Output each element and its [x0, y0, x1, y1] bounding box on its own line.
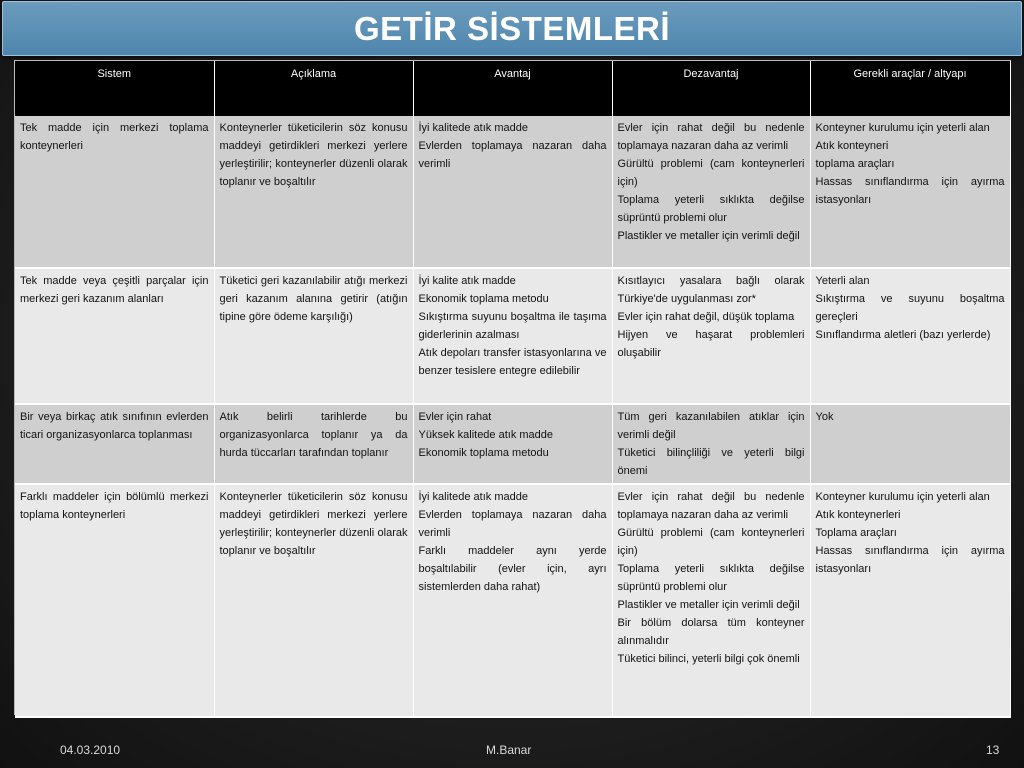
cell-line: İyi kalitede atık madde: [418, 491, 528, 503]
footer-date: 04.03.2010: [60, 743, 121, 757]
cell-line: Tüketici bilinci, yeterli bilgi çok önemli: [617, 653, 800, 665]
cell-dezavantaj: [612, 484, 810, 717]
systems-table-container: [14, 60, 1011, 715]
header-aciklama: Açıklama: [214, 61, 413, 116]
cell-line: Yeterli alan: [815, 275, 870, 287]
cell-gerekli: [810, 404, 1010, 484]
cell-aciklama: [214, 268, 413, 404]
cell-line: Plastikler ve metaller için verimli değil: [617, 599, 800, 611]
cell-avantaj: [413, 268, 612, 404]
cell-line: Gürültü problemi (cam konteynerleri için): [617, 527, 805, 557]
cell-line: Konteynerler tüketicilerin söz konusu maddeyi getirdikleri merkezi yerlere yerleştirilir; konteynerler düzenli olarak toplanır ve boşaltılır: [219, 122, 408, 188]
title-bar: [2, 1, 1022, 56]
cell-line: Evler için rahat değil, düşük toplama: [617, 311, 795, 323]
cell-line: Hassas sınıflandırma için ayırma istasyonları: [815, 545, 1005, 575]
cell-gerekli: [810, 268, 1010, 404]
cell-aciklama: [214, 404, 413, 484]
cell-line: Atık konteynerleri: [815, 509, 901, 521]
cell-line: toplama araçları: [815, 158, 895, 170]
cell-line: Kısıtlayıcı yasalara bağlı olarak Türkiye'de uygulanması zor*: [617, 275, 805, 305]
slide-title: GETİR SİSTEMLERİ: [353, 9, 671, 47]
cell-line: Toplama yeterli sıklıkta değilse süprüntü problemi olur: [617, 563, 805, 593]
cell-line: Ekonomik toplama metodu: [418, 293, 549, 305]
cell-line: Bir veya birkaç atık sınıfının evlerden ticari organizasyonlarca toplanması: [20, 411, 209, 441]
cell-avantaj: [413, 116, 612, 268]
table-row: [15, 268, 1010, 404]
cell-line: Hassas sınıflandırma için ayırma istasyonları: [815, 176, 1005, 206]
cell-sistem: [15, 484, 214, 717]
cell-line: İyi kalitede atık madde: [418, 122, 528, 134]
cell-line: Evler için rahat: [418, 411, 492, 423]
cell-line: Farklı maddeler aynı yerde boşaltılabilir (evler için, ayrı sistemlerden daha rahat): [418, 545, 607, 593]
cell-line: Yüksek kalitede atık madde: [418, 429, 554, 441]
cell-line: Tek madde için merkezi toplama konteynerleri: [20, 122, 209, 152]
cell-line: Evlerden toplamaya nazaran daha verimli: [418, 509, 607, 539]
header-gerekli: Gerekli araçlar / altyapı: [810, 61, 1010, 116]
table-row: [15, 484, 1010, 717]
cell-sistem: [15, 116, 214, 268]
cell-line: Plastikler ve metaller için verimli değil: [617, 230, 800, 242]
cell-line: Farklı maddeler için bölümlü merkezi toplama konteynerleri: [20, 491, 209, 521]
cell-line: Atık konteyneri: [815, 140, 889, 152]
cell-line: Gürültü problemi (cam konteynerleri için): [617, 158, 805, 188]
cell-line: Sınıflandırma aletleri (bazı yerlerde): [815, 329, 991, 341]
footer-author: M.Banar: [486, 743, 532, 757]
cell-aciklama: [214, 116, 413, 268]
cell-line: Tüketici geri kazanılabilir atığı merkezi geri kazanım alanına getirir (atığın tipine göre ödeme karşılığı): [219, 275, 408, 323]
cell-line: Sıkıştırma suyunu boşaltma ile taşıma giderlerinin azalması: [418, 311, 607, 341]
cell-line: Yok: [815, 411, 834, 423]
cell-line: Tüm geri kazanılabilen atıklar için verimli değil: [617, 411, 805, 441]
cell-line: Konteyner kurulumu için yeterli alan: [815, 122, 990, 134]
cell-line: Ekonomik toplama metodu: [418, 447, 549, 459]
table-row: [15, 116, 1010, 268]
systems-table: [15, 61, 1011, 718]
table-header-row: [15, 61, 1010, 116]
cell-line: Atık depoları transfer istasyonlarına ve benzer tesislere entegre edilebilir: [418, 347, 607, 377]
cell-gerekli: [810, 116, 1010, 268]
cell-line: Atık belirli tarihlerde bu organizasyonlarca toplanır ya da hurda tüccarları tarafından toplanır: [219, 411, 408, 459]
cell-dezavantaj: [612, 404, 810, 484]
cell-line: Toplama yeterli sıklıkta değilse süprüntü problemi olur: [617, 194, 805, 224]
table-row: [15, 404, 1010, 484]
cell-line: Tek madde veya çeşitli parçalar için merkezi geri kazanım alanları: [20, 275, 209, 305]
footer-page-number: 13: [986, 743, 1000, 757]
cell-line: Konteynerler tüketicilerin söz konusu maddeyi getirdikleri merkezi yerlere yerleştirilir; konteynerler düzenli olarak toplanır ve boşaltılır: [219, 491, 408, 557]
cell-gerekli: [810, 484, 1010, 717]
cell-dezavantaj: [612, 116, 810, 268]
cell-dezavantaj: [612, 268, 810, 404]
cell-line: Sıkıştırma ve suyunu boşaltma gereçleri: [815, 293, 1005, 323]
cell-line: Tüketici bilinçliliği ve yeterli bilgi önemi: [617, 447, 805, 477]
cell-sistem: [15, 404, 214, 484]
header-avantaj: Avantaj: [413, 61, 612, 116]
header-sistem: Sistem: [15, 61, 214, 116]
cell-line: Evler için rahat değil bu nedenle toplamaya nazaran daha az verimli: [617, 491, 805, 521]
header-dezavantaj: Dezavantaj: [612, 61, 810, 116]
cell-line: Evler için rahat değil bu nedenle toplamaya nazaran daha az verimli: [617, 122, 805, 152]
cell-avantaj: [413, 404, 612, 484]
cell-line: Evlerden toplamaya nazaran daha verimli: [418, 140, 607, 170]
cell-line: Hijyen ve haşarat problemleri oluşabilir: [617, 329, 805, 359]
cell-line: İyi kalite atık madde: [418, 275, 516, 287]
cell-aciklama: [214, 484, 413, 717]
cell-sistem: [15, 268, 214, 404]
cell-line: Toplama araçları: [815, 527, 897, 539]
cell-avantaj: [413, 484, 612, 717]
cell-line: Konteyner kurulumu için yeterli alan: [815, 491, 990, 503]
cell-line: Bir bölüm dolarsa tüm konteyner alınmalıdır: [617, 617, 805, 647]
